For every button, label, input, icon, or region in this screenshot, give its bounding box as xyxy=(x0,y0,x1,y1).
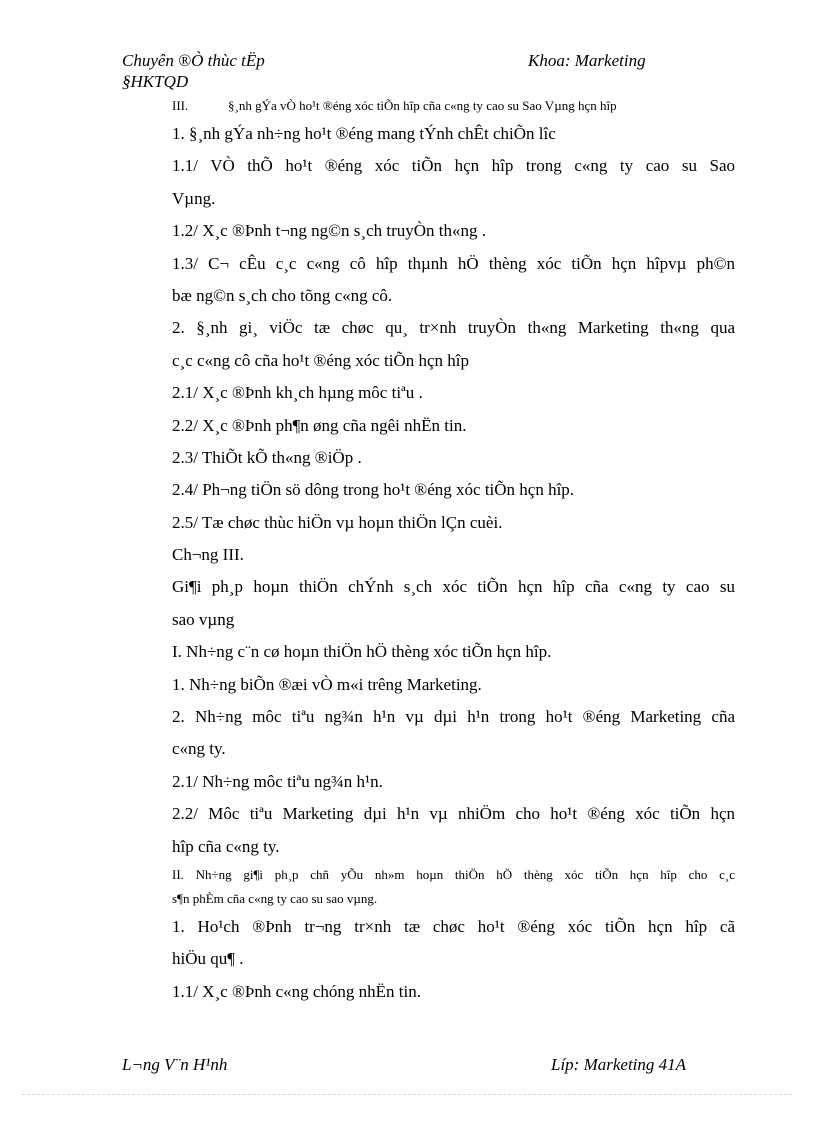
chapter-title-cont: sao vµng xyxy=(172,609,235,629)
body-line: 1.1/ X¸c ®Þnh c«ng chóng nhËn tin. xyxy=(172,981,421,1001)
body-line: 2. §¸nh gi¸ viÖc tæ chøc qu¸ tr×nh truyÒn th«ng Marketing th«ng qua xyxy=(172,318,735,338)
body-line: 2. Nh÷ng môc tiªu ng¾n h¹n vµ dµi h¹n trong ho¹t ®éng Marketing cña xyxy=(172,707,735,727)
section-numeral: III. xyxy=(172,98,189,113)
body-line: 2.2/ X¸c ®Þnh ph¶n øng cña ngêi nhËn tin. xyxy=(172,415,467,435)
body-line: 1. Ho¹ch ®Þnh tr¬ng tr×nh tæ chøc ho¹t ®éng xóc tiÕn hçn hîp cã xyxy=(172,916,735,936)
header-left xyxy=(122,50,265,92)
body-line: 2.1/ X¸c ®Þnh kh¸ch hµng môc tiªu . xyxy=(172,383,423,403)
section-ii-heading-cont: s¶n phÈm cña c«ng ty cao su sao vµng. xyxy=(172,890,378,906)
body-line: c¸c c«ng cô cña ho¹t ®éng xóc tiÕn hçn hîp xyxy=(172,350,470,370)
footer-author: L¬ng V¨n H¹nh xyxy=(122,1055,228,1074)
chapter-title: Gi¶i ph¸p hoµn thiÖn chÝnh s¸ch xóc tiÕn hçn hîp cña c«ng ty cao su xyxy=(172,577,735,597)
body-line: 2.3/ ThiÕt kÕ th«ng ®iÖp . xyxy=(172,447,362,467)
body-line: 1.1/ VÒ thÕ ho¹t ®éng xóc tiÕn hçn hîp trong c«ng ty cao su Sao xyxy=(172,156,735,176)
footer-class: Líp: Marketing 41A xyxy=(551,1055,687,1074)
body-line: bæ ng©n s¸ch cho tõng c«ng cô. xyxy=(172,285,393,305)
body-line: hîp cña c«ng ty. xyxy=(172,836,280,856)
body-line: 1. Nh÷ng biÕn ®æi vÒ m«i trêng Marketing. xyxy=(172,674,482,694)
body-line: 2.4/ Ph¬ng tiÖn sö dông trong ho¹t ®éng xóc tiÕn hçn hîp. xyxy=(172,480,575,500)
body-line: 1. §¸nh gÝa nh÷ng ho¹t ®éng mang tÝnh chÊt chiÕn lîc xyxy=(172,124,556,143)
body-line: 2.5/ Tæ chøc thùc hiÖn vµ hoµn thiÖn lÇn cuèi. xyxy=(172,512,503,532)
header-subject: Chuyên ®Ò thùc tËp xyxy=(122,51,265,70)
body-line: hiÖu qu¶ . xyxy=(172,949,244,969)
body-line: 2.2/ Môc tiªu Marketing dµi h¹n vµ nhiÖm cho ho¹t ®éng xóc tiÕn hçn xyxy=(172,804,735,824)
body-line: c«ng ty. xyxy=(172,739,226,759)
body-line: I. Nh÷ng c¨n cø hoµn thiÖn hÖ thèng xóc tiÕn hçn hîp. xyxy=(172,642,552,662)
section-title: §¸nh gÝa vÒ ho¹t ®éng xóc tiÕn hîp cña c«ng ty cao su Sao Vµng hçn hîp xyxy=(228,98,617,113)
page-divider xyxy=(22,1094,792,1095)
section-iii-heading xyxy=(172,94,735,118)
document-body xyxy=(172,94,735,1008)
header-university: §HKTQD xyxy=(122,72,189,91)
section-ii-heading: II. Nh÷ng gi¶i ph¸p chñ yÕu nh»m hoµn thiÖn hÖ thèng xóc tiÕn hçn hîp cho c¸c xyxy=(172,866,735,882)
body-line: 2.1/ Nh÷ng môc tiªu ng¾n h¹n. xyxy=(172,771,383,791)
body-line: 1.2/ X¸c ®Þnh t¬ng ng©n s¸ch truyÒn th«ng . xyxy=(172,221,487,241)
header-faculty: Khoa: Marketing xyxy=(528,51,646,70)
body-line: 1.3/ C¬ cÊu c¸c c«ng cô hîp thµnh hÖ thèng xóc tiÕn hçn hîpvµ ph©n xyxy=(172,253,735,273)
chapter-heading: Ch¬ng III. xyxy=(172,545,244,565)
body-line: Vµng. xyxy=(172,188,216,208)
